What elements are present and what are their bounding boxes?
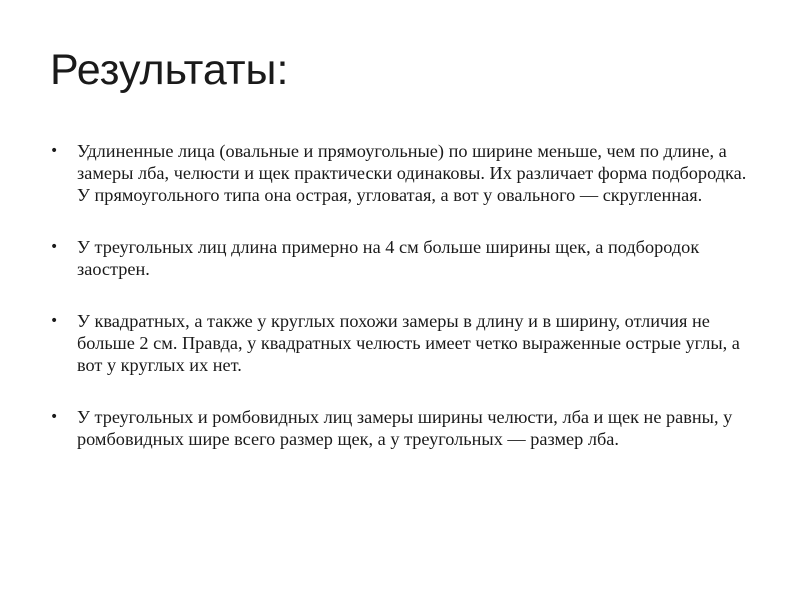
bullet-icon: • <box>50 239 59 255</box>
bullet-list <box>50 140 750 480</box>
bullet-icon: • <box>50 313 59 329</box>
bullet-icon: • <box>50 409 59 425</box>
bullet-item-4 <box>50 406 750 450</box>
bullet-item-1 <box>50 140 750 206</box>
bullet-text: Удлиненные лица (овальные и прямоугольные) по ширине меньше, чем по длине, а замеры лба, челюсти и щек практически одинаковы. Их различает форма подбородка. У прямоугольного типа она острая, угловатая, а вот у овального — скругленная. <box>77 141 747 205</box>
bullet-item-3 <box>50 310 750 376</box>
bullet-item-2 <box>50 236 750 280</box>
bullet-icon: • <box>50 143 59 159</box>
bullet-text: У треугольных и ромбовидных лиц замеры ширины челюсти, лба и щек не равны, у ромбовидных шире всего размер щек, а у треугольных — размер лба. <box>77 407 733 449</box>
bullet-text: У квадратных, а также у круглых похожи замеры в длину и в ширину, отличия не больше 2 см. Правда, у квадратных челюсть имеет четко выраженные острые углы, а вот у круглых их нет. <box>77 311 740 375</box>
slide-title: Результаты: <box>50 46 289 94</box>
bullet-text: У треугольных лиц длина примерно на 4 см больше ширины щек, а подбородок заострен. <box>77 237 700 279</box>
